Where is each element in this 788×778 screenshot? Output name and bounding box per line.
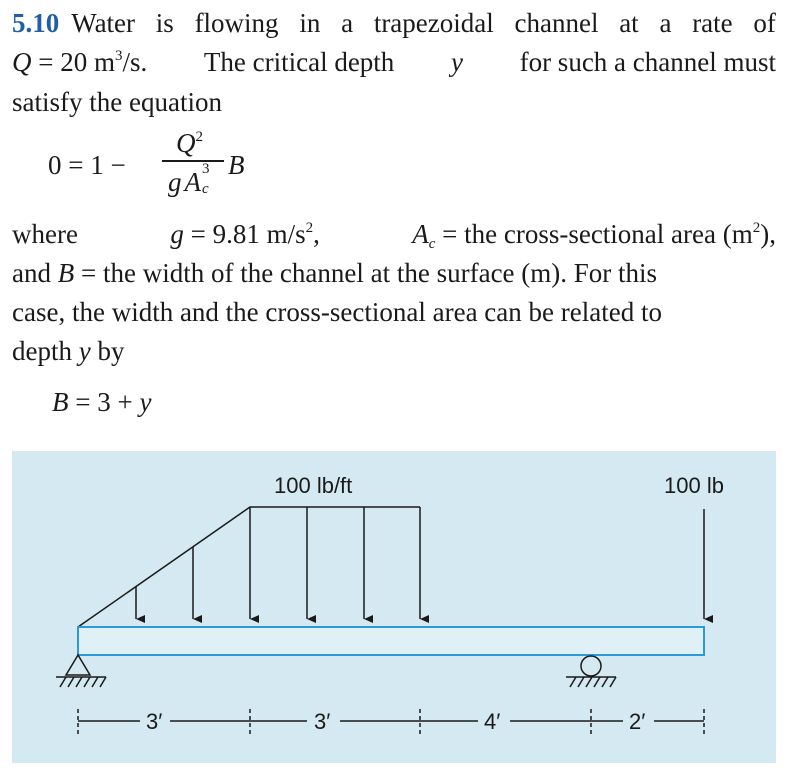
problem-line-2 xyxy=(12,49,776,76)
area-def: $A_c$ = the cross-sectional area $(m^2)$, xyxy=(412,219,776,252)
load-outline xyxy=(78,507,420,627)
line2-text: The critical depth xyxy=(203,47,395,77)
word: rate xyxy=(692,8,733,38)
dim-label-1: 3′ xyxy=(146,709,163,734)
dim-label-3: 4′ xyxy=(484,709,501,734)
problem-line-1 xyxy=(12,10,776,37)
beam-figure xyxy=(12,451,776,763)
var-y: y xyxy=(450,47,463,77)
problem-line-4 xyxy=(12,219,776,252)
equation-2: B = 3 + y xyxy=(52,387,152,417)
word: channel xyxy=(514,8,599,38)
word: a xyxy=(659,8,672,38)
problem-line-5: and B = the width of the channel at the surface (m). For this xyxy=(12,258,658,288)
fraction-denominator: g A 3 c xyxy=(168,161,210,197)
dim-label-2: 3′ xyxy=(314,709,331,734)
beam-diagram xyxy=(12,451,776,763)
problem-line-7: depth y by xyxy=(12,336,125,366)
line2-tail: for such a channel must xyxy=(519,47,776,77)
fraction-numerator: $Q^2$ xyxy=(176,128,203,158)
dist-load-label: 100 lb/ft xyxy=(274,473,353,498)
word: in xyxy=(299,8,321,38)
problem-line-6: case, the width and the cross-sectional area can be related to xyxy=(12,297,662,327)
pin-support xyxy=(56,655,106,687)
gravity-def: g = 9.81 $m/s^2$, xyxy=(170,219,320,249)
dim-label-4: 2′ xyxy=(629,709,646,734)
problem-line-3: satisfy the equation xyxy=(12,87,222,117)
dimension-line xyxy=(78,709,704,735)
where-word: where xyxy=(12,219,78,249)
word: flowing xyxy=(194,8,279,38)
word: Water xyxy=(71,8,136,38)
equation-B: B xyxy=(228,150,245,180)
word: at xyxy=(619,8,639,38)
roller-support xyxy=(566,656,616,687)
point-load-label: 100 lb xyxy=(664,473,724,498)
equation-lhs: 0 = 1 − xyxy=(48,150,126,180)
flow-rate: Q = 20 $m^3/s$. xyxy=(12,47,148,77)
load-arrows xyxy=(136,507,704,619)
word: a xyxy=(341,8,354,38)
problem-number: 5.10 xyxy=(12,8,60,38)
word: trapezoidal xyxy=(373,8,494,38)
fraction-bar xyxy=(162,160,224,162)
word: of xyxy=(753,8,776,38)
beam xyxy=(78,627,704,655)
word: is xyxy=(155,8,174,38)
